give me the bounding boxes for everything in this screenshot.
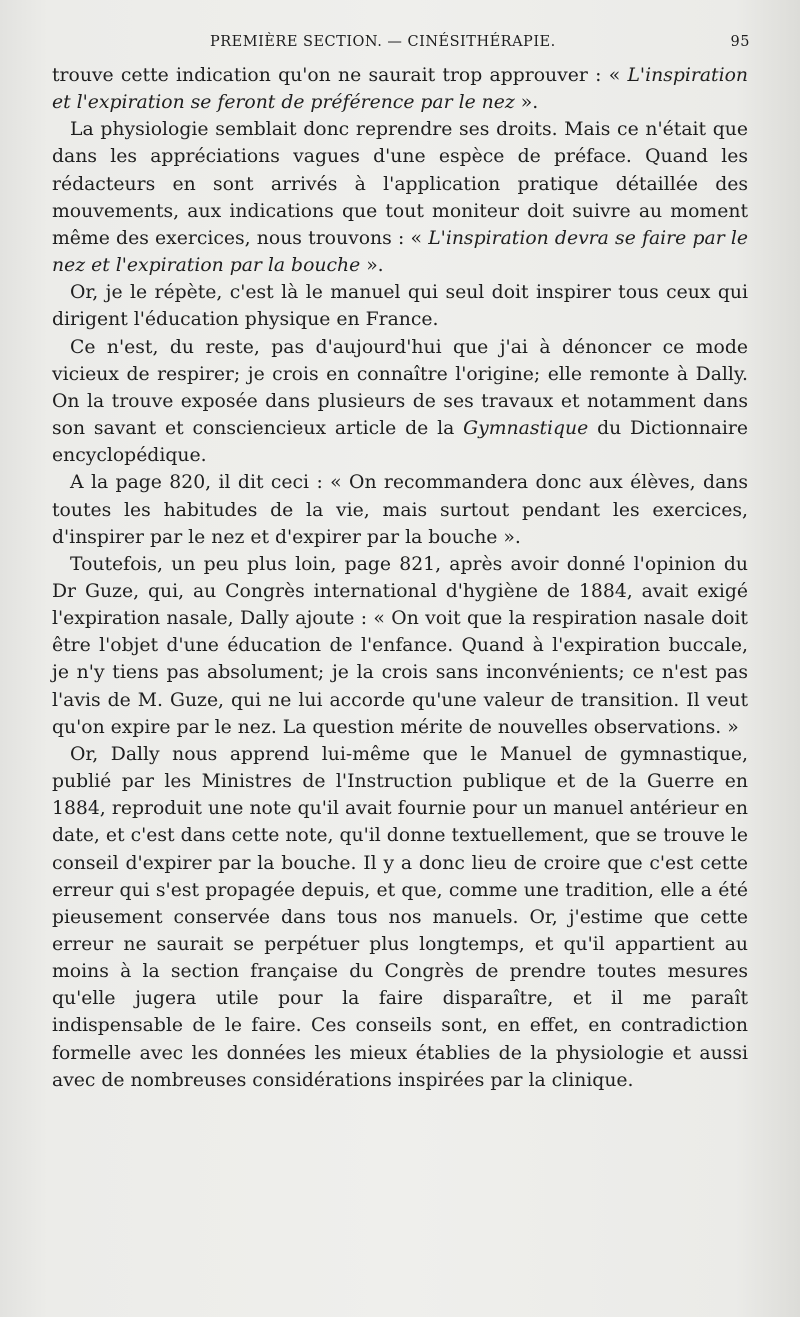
paragraph-1-text: trouve cette indication qu'on ne saurait trop approuver : « bbox=[52, 65, 628, 86]
paragraph-2-text: La physiologie semblait donc reprendre ses droits. Mais ce n'était que dans les appréciations vagues d'une espèce de préface. Quand les rédacteurs en sont arrivés à l'application pratique détaillée des mouvements, aux indications que tout moniteur doit suivre au moment même des exercices, nous trouvons : « bbox=[52, 119, 748, 249]
paragraph-4-text: Ce n'est, du reste, pas d'aujourd'hui que j'ai à dénoncer ce mode vicieux de respirer; je crois en connaître l'origine; elle remonte à Dally. On la trouve exposée dans plusieurs de ses travaux et notamment dans son savant et consciencieux article de la bbox=[52, 336, 748, 440]
page-header bbox=[52, 34, 750, 58]
paragraph-1 bbox=[52, 62, 748, 116]
paragraph-4 bbox=[52, 334, 748, 470]
paragraph-4-title: Gymnastique bbox=[463, 418, 589, 440]
paragraph-3: Or, je le répète, c'est là le manuel qui seul doit inspirer tous ceux qui dirigent l'éducation physique en France. bbox=[52, 282, 748, 331]
paragraph-2 bbox=[52, 116, 748, 279]
paragraph-1-quote: L'inspiration et l'expiration se feront de préférence par le nez bbox=[52, 65, 748, 114]
paragraph-2-quote: L'inspiration devra se faire par le nez et l'expiration par la bouche bbox=[52, 227, 749, 277]
paragraph-6: Toutefois, un peu plus loin, page 821, après avoir donné l'opinion du Dr Guze, qui, au Congrès international d'hygiène de 1884, avait exigé l'expiration nasale, Dally ajoute : « On voit que la respiration nasale doit être l'objet d'une éducation de l'enfance. Quand à l'expiration buccale, je n'y tiens pas absolument; je la crois sans inconvénients; ce n'est pas l'avis de M. Guze, qui ne lui accorde qu'une valeur de transition. Il veut qu'on expire par le nez. La question mérite de nouvelles observations. » bbox=[52, 553, 748, 738]
paragraph-1-end: ». bbox=[514, 92, 539, 114]
paragraph-7: Or, Dally nous apprend lui-même que le Manuel de gymnastique, publié par les Ministres de l'Instruction publique et de la Guerre en 1884, reproduit une note qu'il avait fournie pour un manuel antérieur en date, et c'est dans cette note, qu'il donne textuellement, que se trouve le conseil d'expirer par la bouche. Il y a donc lieu de croire que c'est cette erreur qui s'est propagée depuis, et que, comme une tradition, elle a été pieusement conservée dans tous nos manuels. Or, j'estime que cette erreur ne saurait se perpétuer plus longtemps, et qu'il appartient au moins à la section française du Congrès de prendre toutes mesures qu'elle jugera utile pour la faire disparaître, et il me paraît indispensable de le faire. Ces conseils sont, en effet, en contradiction formelle avec les données les mieux établies de la physiologie et aussi avec de nombreuses considérations inspirées par la clinique. bbox=[52, 743, 748, 1091]
running-title: PREMIÈRE SECTION. — CINÉSITHÉRAPIE. bbox=[210, 34, 556, 50]
paragraph-4-end: du Dictionnaire encyclopédique. bbox=[52, 418, 748, 467]
body-text bbox=[52, 62, 748, 1094]
page-number: 95 bbox=[730, 34, 750, 50]
paragraph-5: A la page 820, il dit ceci : « On recommandera donc aux élèves, dans toutes les habitudes de la vie, mais surtout pendant les exercices, d'inspirer par le nez et d'expirer par la bouche ». bbox=[52, 472, 748, 548]
paragraph-2-end: ». bbox=[360, 255, 384, 277]
